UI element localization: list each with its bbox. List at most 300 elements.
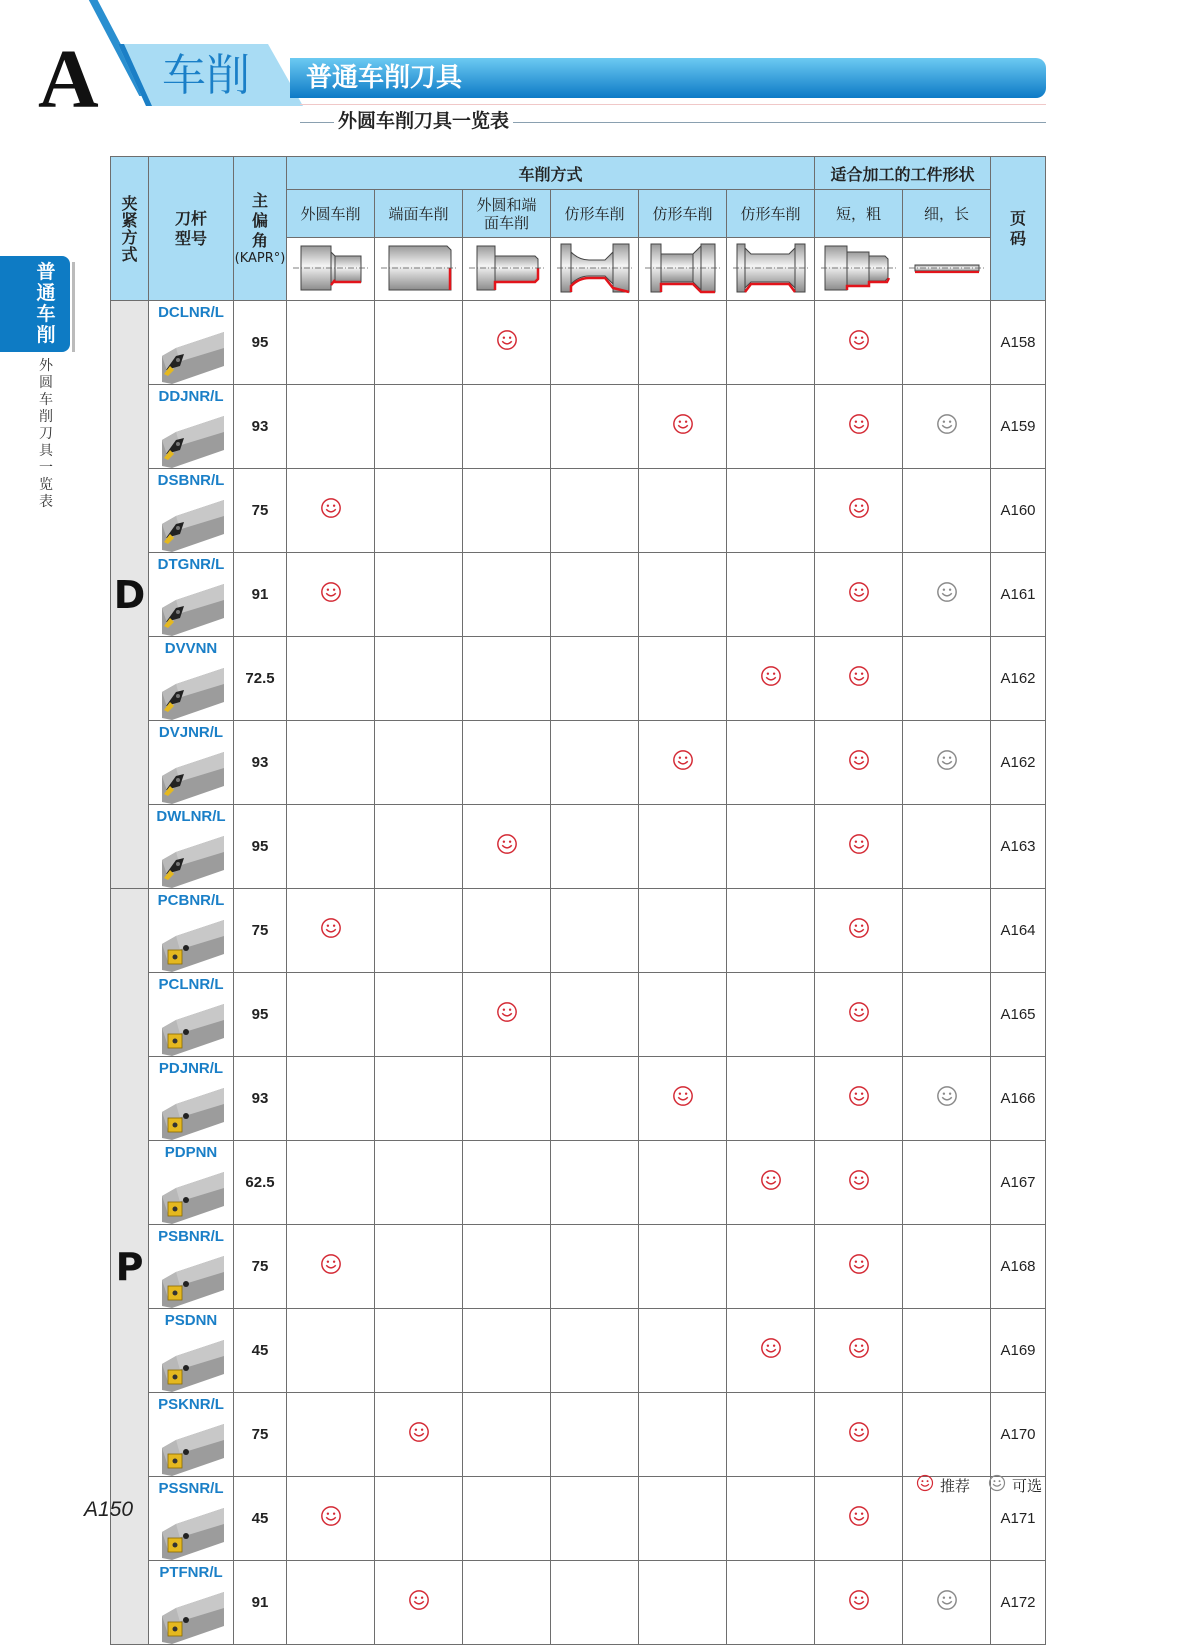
page-ref-link[interactable]: A164 — [991, 889, 1046, 973]
method-cell — [639, 469, 727, 553]
method-cell — [463, 1141, 551, 1225]
method-cell — [375, 1225, 463, 1309]
method-cell — [375, 301, 463, 385]
method-cell — [639, 385, 727, 469]
model-name: DWLNR/L — [156, 808, 226, 825]
method-cell — [551, 301, 639, 385]
page-subtitle: 外圆车削刀具一览表 — [334, 108, 513, 134]
shape-cell — [815, 553, 903, 637]
angle-cell: 91 — [234, 1561, 287, 1645]
model-cell[interactable] — [149, 1057, 234, 1141]
smile-red-icon — [848, 842, 870, 859]
method-cell — [287, 1225, 375, 1309]
method-cell — [639, 1393, 727, 1477]
shape-cell — [815, 1225, 903, 1309]
method-cell — [463, 1309, 551, 1393]
method-cell — [375, 1393, 463, 1477]
shape-cell — [903, 805, 991, 889]
method-cell — [551, 1561, 639, 1645]
method-cell — [375, 1477, 463, 1561]
method-cell — [727, 637, 815, 721]
table-row — [111, 1309, 1046, 1393]
model-name: PDJNR/L — [158, 1060, 224, 1077]
tool-holder-image — [149, 1250, 233, 1308]
method-cell — [375, 1057, 463, 1141]
method-cell — [463, 721, 551, 805]
smile-red-icon — [760, 1178, 782, 1195]
table-row — [111, 385, 1046, 469]
shape-cell — [815, 805, 903, 889]
smile-red-icon — [848, 590, 870, 607]
method-cell — [551, 385, 639, 469]
method-cell — [639, 1141, 727, 1225]
shape-cell — [903, 721, 991, 805]
shape-cell — [903, 1057, 991, 1141]
model-cell[interactable] — [149, 1393, 234, 1477]
smile-red-icon — [848, 1094, 870, 1111]
method-cell — [551, 637, 639, 721]
method-cell — [551, 1477, 639, 1561]
method-cell — [287, 1141, 375, 1225]
model-cell[interactable] — [149, 301, 234, 385]
header-shape-0: 短，粗 — [815, 190, 903, 238]
method-cell — [463, 973, 551, 1057]
shape-cell — [903, 385, 991, 469]
model-name: PSSNR/L — [158, 1480, 224, 1497]
smile-red-icon — [320, 506, 342, 523]
smile-red-icon — [496, 338, 518, 355]
method-cell — [639, 1477, 727, 1561]
model-name: DDJNR/L — [158, 388, 224, 405]
method-cell — [639, 805, 727, 889]
method-cell — [727, 721, 815, 805]
smile-red-icon — [848, 758, 870, 775]
table-row — [111, 553, 1046, 637]
smile-red-icon — [320, 590, 342, 607]
method-cell — [375, 637, 463, 721]
angle-cell: 75 — [234, 1393, 287, 1477]
shape-cell — [903, 1561, 991, 1645]
model-cell[interactable] — [149, 721, 234, 805]
method-cell — [287, 721, 375, 805]
method-cell — [463, 469, 551, 553]
header-method-5: 仿形车削 — [727, 190, 815, 238]
divider — [300, 104, 1046, 105]
method-cell — [375, 1141, 463, 1225]
model-cell[interactable] — [149, 637, 234, 721]
page-ref-link[interactable]: A169 — [991, 1309, 1046, 1393]
model-name: PTFNR/L — [159, 1564, 223, 1581]
method-cell — [551, 721, 639, 805]
workpiece-profiling-2-icon — [639, 238, 727, 301]
method-cell — [551, 1309, 639, 1393]
header-angle: 主偏角 (KAPR°) — [234, 157, 287, 301]
method-cell — [551, 1393, 639, 1477]
side-tab-divider — [72, 262, 75, 352]
page-number: A150 — [84, 1498, 134, 1521]
smile-red-icon — [320, 926, 342, 943]
model-cell[interactable] — [149, 973, 234, 1057]
shape-cell — [815, 1309, 903, 1393]
tool-holder-image — [149, 410, 233, 468]
tool-holder-image — [149, 1334, 233, 1392]
table-row — [111, 1057, 1046, 1141]
table-row — [111, 721, 1046, 805]
angle-cell: 95 — [234, 301, 287, 385]
method-cell — [463, 805, 551, 889]
method-cell — [375, 973, 463, 1057]
workpiece-long-thin-icon — [903, 238, 991, 301]
smile-red-icon — [848, 338, 870, 355]
model-cell[interactable] — [149, 1477, 234, 1561]
smile-red-icon — [408, 1598, 430, 1615]
smile-red-icon — [916, 1474, 934, 1496]
shape-cell — [815, 385, 903, 469]
section-letter: A — [38, 33, 99, 126]
model-name: DVVNN — [164, 640, 218, 657]
shape-cell — [903, 637, 991, 721]
table-row — [111, 637, 1046, 721]
smile-red-icon — [848, 1262, 870, 1279]
workpiece-od-turning-icon — [287, 238, 375, 301]
tool-holder-image — [149, 1502, 233, 1560]
table-row — [111, 1225, 1046, 1309]
smile-red-icon — [848, 506, 870, 523]
smile-red-icon — [672, 422, 694, 439]
shape-cell — [815, 889, 903, 973]
page-ref-link[interactable]: A171 — [991, 1477, 1046, 1561]
side-tab-sublabel: 外圆车削刀具一览表 — [39, 358, 53, 510]
model-name: PSDNN — [164, 1312, 218, 1329]
model-name: DVJNR/L — [158, 724, 224, 741]
smile-red-icon — [496, 842, 518, 859]
shape-cell — [815, 1141, 903, 1225]
header-method-3: 仿形车削 — [551, 190, 639, 238]
page-ref-link[interactable]: A170 — [991, 1393, 1046, 1477]
method-cell — [727, 1141, 815, 1225]
method-cell — [375, 721, 463, 805]
page-ref-link[interactable]: A162 — [991, 721, 1046, 805]
method-cell — [287, 637, 375, 721]
method-cell — [287, 553, 375, 637]
shape-cell — [815, 1057, 903, 1141]
method-cell — [287, 385, 375, 469]
page-ref-link[interactable]: A162 — [991, 637, 1046, 721]
model-cell[interactable] — [149, 1561, 234, 1645]
page-ref-link[interactable]: A166 — [991, 1057, 1046, 1141]
model-cell[interactable] — [149, 385, 234, 469]
shape-cell — [815, 469, 903, 553]
workpiece-short-thick-icon — [815, 238, 903, 301]
method-cell — [639, 1309, 727, 1393]
smile-red-icon — [848, 1346, 870, 1363]
model-name: DTGNR/L — [157, 556, 225, 573]
method-cell — [287, 1393, 375, 1477]
shape-cell — [903, 1225, 991, 1309]
angle-cell: 93 — [234, 385, 287, 469]
angle-cell: 91 — [234, 553, 287, 637]
smile-gray-icon — [936, 590, 958, 607]
angle-cell: 45 — [234, 1309, 287, 1393]
method-cell — [463, 385, 551, 469]
method-cell — [287, 973, 375, 1057]
page-ref-link[interactable]: A163 — [991, 805, 1046, 889]
shape-cell — [903, 301, 991, 385]
shape-cell — [903, 1309, 991, 1393]
shape-cell — [903, 469, 991, 553]
method-cell — [463, 1477, 551, 1561]
page-ref-link[interactable]: A165 — [991, 973, 1046, 1057]
smile-red-icon — [848, 1430, 870, 1447]
method-cell — [727, 469, 815, 553]
page-ref-link[interactable]: A159 — [991, 385, 1046, 469]
shape-cell — [815, 1477, 903, 1561]
shape-cell — [903, 1393, 991, 1477]
shape-cell — [903, 889, 991, 973]
model-name: PCBNR/L — [157, 892, 225, 909]
side-tab-label: 普通车削 — [36, 261, 56, 346]
tool-holder-image — [149, 1166, 233, 1224]
angle-cell: 72.5 — [234, 637, 287, 721]
legend — [916, 1474, 1042, 1496]
method-cell — [727, 973, 815, 1057]
header-page: 页码 — [991, 157, 1046, 301]
method-cell — [463, 1561, 551, 1645]
method-cell — [375, 889, 463, 973]
tool-holder-image — [149, 998, 233, 1056]
smile-red-icon — [848, 422, 870, 439]
method-cell — [639, 301, 727, 385]
header-method-0: 外圆车削 — [287, 190, 375, 238]
method-cell — [727, 1477, 815, 1561]
method-cell — [287, 1057, 375, 1141]
page-ref-link[interactable]: A161 — [991, 553, 1046, 637]
workpiece-profiling-3-icon — [727, 238, 815, 301]
header-model: 刀杆型号 — [149, 157, 234, 301]
header-angle-unit: (KAPR°) — [234, 251, 286, 266]
table-row — [111, 805, 1046, 889]
table-row — [111, 889, 1046, 973]
method-cell — [375, 1309, 463, 1393]
tool-holder-image — [149, 830, 233, 888]
method-cell — [639, 889, 727, 973]
angle-cell: 93 — [234, 1057, 287, 1141]
method-cell — [463, 637, 551, 721]
angle-cell: 75 — [234, 889, 287, 973]
shape-cell — [903, 553, 991, 637]
tool-holder-image — [149, 1418, 233, 1476]
header-method-1: 端面车削 — [375, 190, 463, 238]
table-row — [111, 973, 1046, 1057]
angle-cell: 62.5 — [234, 1141, 287, 1225]
shape-cell — [903, 1141, 991, 1225]
smile-red-icon — [848, 1010, 870, 1027]
shape-cell — [903, 973, 991, 1057]
angle-cell: 95 — [234, 805, 287, 889]
table-row — [111, 469, 1046, 553]
method-cell — [463, 1225, 551, 1309]
shape-cell — [815, 1393, 903, 1477]
method-cell — [551, 1057, 639, 1141]
angle-cell: 75 — [234, 1225, 287, 1309]
tool-holder-image — [149, 1586, 233, 1644]
angle-cell: 95 — [234, 973, 287, 1057]
model-name: DCLNR/L — [158, 304, 224, 321]
method-cell — [375, 469, 463, 553]
model-cell[interactable] — [149, 553, 234, 637]
smile-gray-icon — [936, 1598, 958, 1615]
smile-red-icon — [848, 1514, 870, 1531]
page-title: 普通车削刀具 — [306, 63, 463, 93]
legend-optional: 可选 — [1012, 1476, 1043, 1495]
smile-red-icon — [408, 1430, 430, 1447]
smile-red-icon — [672, 758, 694, 775]
page-ref-link[interactable]: A168 — [991, 1225, 1046, 1309]
method-cell — [727, 1057, 815, 1141]
header-method-2: 外圆和端面车削 — [463, 190, 551, 238]
table-row — [111, 301, 1046, 385]
method-cell — [463, 301, 551, 385]
model-cell[interactable] — [149, 1225, 234, 1309]
page-ref-link[interactable]: A172 — [991, 1561, 1046, 1645]
tool-holder-image — [149, 914, 233, 972]
category-label: 车削 — [162, 50, 250, 101]
method-cell — [287, 301, 375, 385]
tool-holder-image — [149, 662, 233, 720]
smile-red-icon — [320, 1514, 342, 1531]
shape-cell — [815, 721, 903, 805]
method-cell — [287, 805, 375, 889]
method-cell — [551, 889, 639, 973]
shape-cell — [815, 637, 903, 721]
method-cell — [287, 1477, 375, 1561]
shape-cell — [815, 301, 903, 385]
method-cell — [375, 553, 463, 637]
method-cell — [287, 1561, 375, 1645]
method-cell — [727, 1393, 815, 1477]
table-row — [111, 1561, 1046, 1645]
smile-red-icon — [760, 1346, 782, 1363]
model-cell[interactable] — [149, 469, 234, 553]
method-cell — [551, 805, 639, 889]
method-cell — [287, 469, 375, 553]
tool-holder-image — [149, 746, 233, 804]
method-cell — [463, 553, 551, 637]
angle-cell: 75 — [234, 469, 287, 553]
model-cell[interactable] — [149, 1141, 234, 1225]
method-cell — [639, 1057, 727, 1141]
method-cell — [551, 973, 639, 1057]
method-cell — [639, 637, 727, 721]
table-row — [111, 1141, 1046, 1225]
shape-cell — [815, 973, 903, 1057]
smile-gray-icon — [936, 1094, 958, 1111]
tool-holder-image — [149, 326, 233, 384]
method-cell — [551, 553, 639, 637]
header-turning-group: 车削方式 — [287, 157, 815, 190]
smile-red-icon — [848, 926, 870, 943]
angle-cell: 93 — [234, 721, 287, 805]
method-cell — [551, 1141, 639, 1225]
model-name: PSBNR/L — [158, 1228, 224, 1245]
method-cell — [463, 1057, 551, 1141]
method-cell — [639, 1561, 727, 1645]
clamp-type-D: D — [111, 301, 149, 889]
method-cell — [287, 1309, 375, 1393]
method-cell — [375, 1561, 463, 1645]
legend-recommended: 推荐 — [940, 1476, 971, 1495]
shape-cell — [815, 1561, 903, 1645]
model-cell[interactable] — [149, 1309, 234, 1393]
smile-red-icon — [672, 1094, 694, 1111]
smile-red-icon — [848, 674, 870, 691]
smile-gray-icon — [988, 1474, 1006, 1496]
header-shape-group: 适合加工的工件形状 — [815, 157, 991, 190]
page-ref-link[interactable]: A167 — [991, 1141, 1046, 1225]
model-name: PDPNN — [164, 1144, 218, 1161]
table-row — [111, 1393, 1046, 1477]
method-cell — [639, 721, 727, 805]
method-cell — [727, 553, 815, 637]
smile-red-icon — [760, 674, 782, 691]
workpiece-od-facing-icon — [463, 238, 551, 301]
method-cell — [463, 889, 551, 973]
method-cell — [287, 889, 375, 973]
tool-holder-image — [149, 578, 233, 636]
tool-holder-image — [149, 494, 233, 552]
tool-holder-image — [149, 1082, 233, 1140]
method-cell — [727, 1561, 815, 1645]
model-name: PCLNR/L — [158, 976, 224, 993]
smile-red-icon — [496, 1010, 518, 1027]
smile-gray-icon — [936, 758, 958, 775]
method-cell — [375, 385, 463, 469]
header-method-4: 仿形车削 — [639, 190, 727, 238]
table-row — [111, 1477, 1046, 1561]
smile-red-icon — [848, 1598, 870, 1615]
method-cell — [727, 805, 815, 889]
method-cell — [551, 1225, 639, 1309]
method-cell — [727, 889, 815, 973]
method-cell — [551, 469, 639, 553]
model-cell[interactable] — [149, 805, 234, 889]
page-ref-link[interactable]: A160 — [991, 469, 1046, 553]
header-shape-1: 细，长 — [903, 190, 991, 238]
method-cell — [639, 553, 727, 637]
method-cell — [639, 1225, 727, 1309]
model-name: DSBNR/L — [157, 472, 225, 489]
method-cell — [727, 1225, 815, 1309]
model-cell[interactable] — [149, 889, 234, 973]
method-cell — [375, 805, 463, 889]
method-cell — [463, 1393, 551, 1477]
tool-overview-table — [110, 156, 1046, 1645]
smile-red-icon — [848, 1178, 870, 1195]
smile-gray-icon — [936, 422, 958, 439]
angle-cell: 45 — [234, 1477, 287, 1561]
model-name: PSKNR/L — [158, 1396, 224, 1413]
method-cell — [727, 385, 815, 469]
method-cell — [639, 973, 727, 1057]
method-cell — [727, 1309, 815, 1393]
header-clamp: 夹紧方式 — [111, 157, 149, 301]
method-cell — [727, 301, 815, 385]
smile-red-icon — [320, 1262, 342, 1279]
page-ref-link[interactable]: A158 — [991, 301, 1046, 385]
workpiece-facing-icon — [375, 238, 463, 301]
clamp-type-P: P — [111, 889, 149, 1645]
workpiece-profiling-1-icon — [551, 238, 639, 301]
